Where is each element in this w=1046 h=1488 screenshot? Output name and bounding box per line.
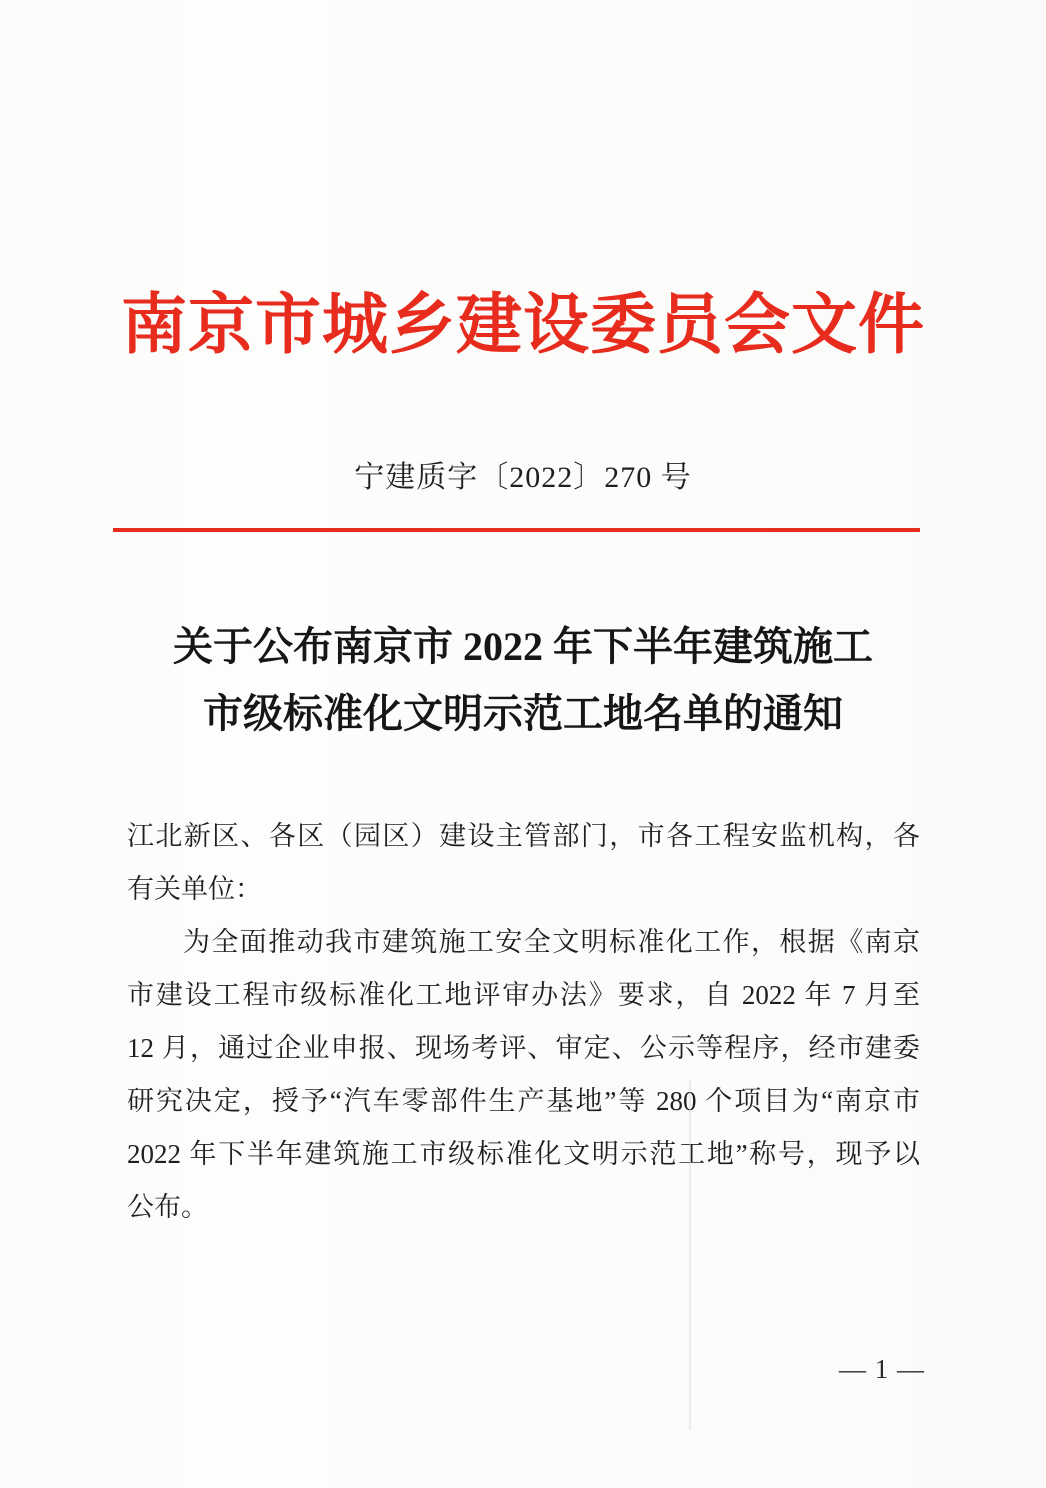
body-line-paragraph-3: 12 月，通过企业申报、现场考评、审定、公示等程序，经市建委	[127, 1033, 920, 1063]
document-body	[127, 810, 920, 1234]
body-line-salutation-2: 有关单位：	[127, 874, 262, 904]
document-number: 宁建质字〔2022〕270 号	[354, 461, 692, 494]
page-number: — 1 —	[839, 1354, 925, 1384]
letterhead-agency-title: 南京市城乡建设委员会文件	[121, 289, 925, 362]
document-title-line1: 关于公布南京市 2022 年下半年建筑施工	[173, 624, 873, 669]
body-line-paragraph-2: 市建设工程市级标准化工地评审办法》要求，自 2022 年 7 月至	[127, 980, 920, 1010]
document-title-line2: 市级标准化文明示范工地名单的通知	[203, 691, 843, 736]
letterhead-divider-line	[113, 528, 920, 532]
body-line-paragraph-1: 为全面推动我市建筑施工安全文明标准化工作，根据《南京	[183, 927, 920, 957]
document-title	[0, 613, 1046, 747]
body-line-paragraph-5: 2022 年下半年建筑施工市级标准化文明示范工地”称号，现予以	[127, 1139, 920, 1169]
body-line-paragraph-4: 研究决定，授予“汽车零部件生产基地”等 280 个项目为“南京市	[127, 1086, 920, 1116]
body-line-salutation-1: 江北新区、各区（园区）建设主管部门，市各工程安监机构，各	[127, 821, 920, 851]
scan-fold-line	[689, 1080, 691, 1430]
body-line-paragraph-6: 公布。	[127, 1192, 208, 1222]
